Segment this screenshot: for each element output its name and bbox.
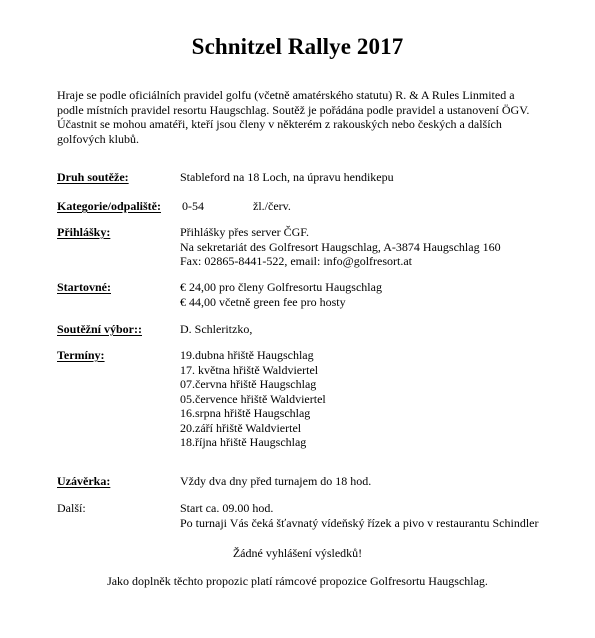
value-prihlasky <box>180 225 501 269</box>
value-druh: Stableford na 18 Loch, na úpravu hendikepu <box>180 170 394 184</box>
value-uzaverka: Vždy dva dny před turnajem do 18 hod. <box>180 474 372 488</box>
label-dalsi: Další: <box>57 501 86 515</box>
termin-item: 07.června hřiště Haugschlag <box>180 377 317 391</box>
intro-line: podle místních pravidel resortu Haugschlag. Soutěž je pořádána podle pravidel a ustanovení ÖGV. <box>57 102 530 117</box>
termin-item: 18.října hřiště Haugschlag <box>180 435 307 449</box>
label-startovne: Startovné: <box>57 280 111 294</box>
termin-item: 19.dubna hřiště Haugschlag <box>180 348 314 362</box>
termin-item: 16.srpna hřiště Haugschlag <box>180 406 311 420</box>
value-dalsi <box>180 501 538 530</box>
note-no-results: Žádné vyhlášení výsledků! <box>232 546 363 560</box>
startovne-line: € 24,00 pro členy Golfresortu Haugschlag <box>180 280 382 294</box>
label-terminy: Termíny: <box>57 348 105 362</box>
label-vybor: Soutěžní výbor:: <box>57 322 142 336</box>
termin-item: 20.září hřiště Waldviertel <box>180 420 302 435</box>
document-title: Schnitzel Rallye 2017 <box>191 34 404 59</box>
intro-line: Účastnit se mohou amatéři, kteří jsou členy v některém z rakouských nebo českých a dalších <box>57 117 502 131</box>
label-druh: Druh soutěže: <box>57 170 129 184</box>
label-kategorie: Kategorie/odpaliště: <box>57 199 161 213</box>
value-startovne <box>180 280 382 309</box>
prihlasky-line: Přihlášky přes server ČGF. <box>180 225 310 239</box>
value-kategorie-tees: žl./červ. <box>253 199 291 213</box>
label-uzaverka: Uzávěrka: <box>57 474 111 488</box>
dalsi-line: Po turnaji Vás čeká šťavnatý vídeňský řízek a pivo v restaurantu Schindler <box>180 515 539 530</box>
value-kategorie-range: 0-54 <box>182 199 204 213</box>
footer-note: Jako doplněk těchto propozic platí rámcové propozice Golfresortu Haugschlag. <box>107 574 488 588</box>
value-vybor: D. Schleritzko, <box>180 322 253 336</box>
startovne-line: € 44,00 včetně green fee pro hosty <box>180 294 346 309</box>
intro-paragraph <box>57 88 557 146</box>
termin-item: 17. května hřiště Waldviertel <box>180 362 319 377</box>
dalsi-line: Start ca. 09.00 hod. <box>180 501 274 515</box>
intro-line: golfových klubů. <box>57 131 139 146</box>
prihlasky-line: Fax: 02865-8441-522, email: info@golfresort.at <box>180 254 413 268</box>
termin-item: 05.července hřiště Waldviertel <box>180 391 326 406</box>
label-prihlasky: Přihlášky: <box>57 225 111 239</box>
prihlasky-line: Na sekretariát des Golfresort Haugschlag, A-3874 Haugschlag 160 <box>180 239 501 254</box>
intro-line: Hraje se podle oficiálních pravidel golfu (včetně amatérského statutu) R. & A Rules Linmited a <box>57 88 515 102</box>
value-terminy <box>180 348 326 450</box>
